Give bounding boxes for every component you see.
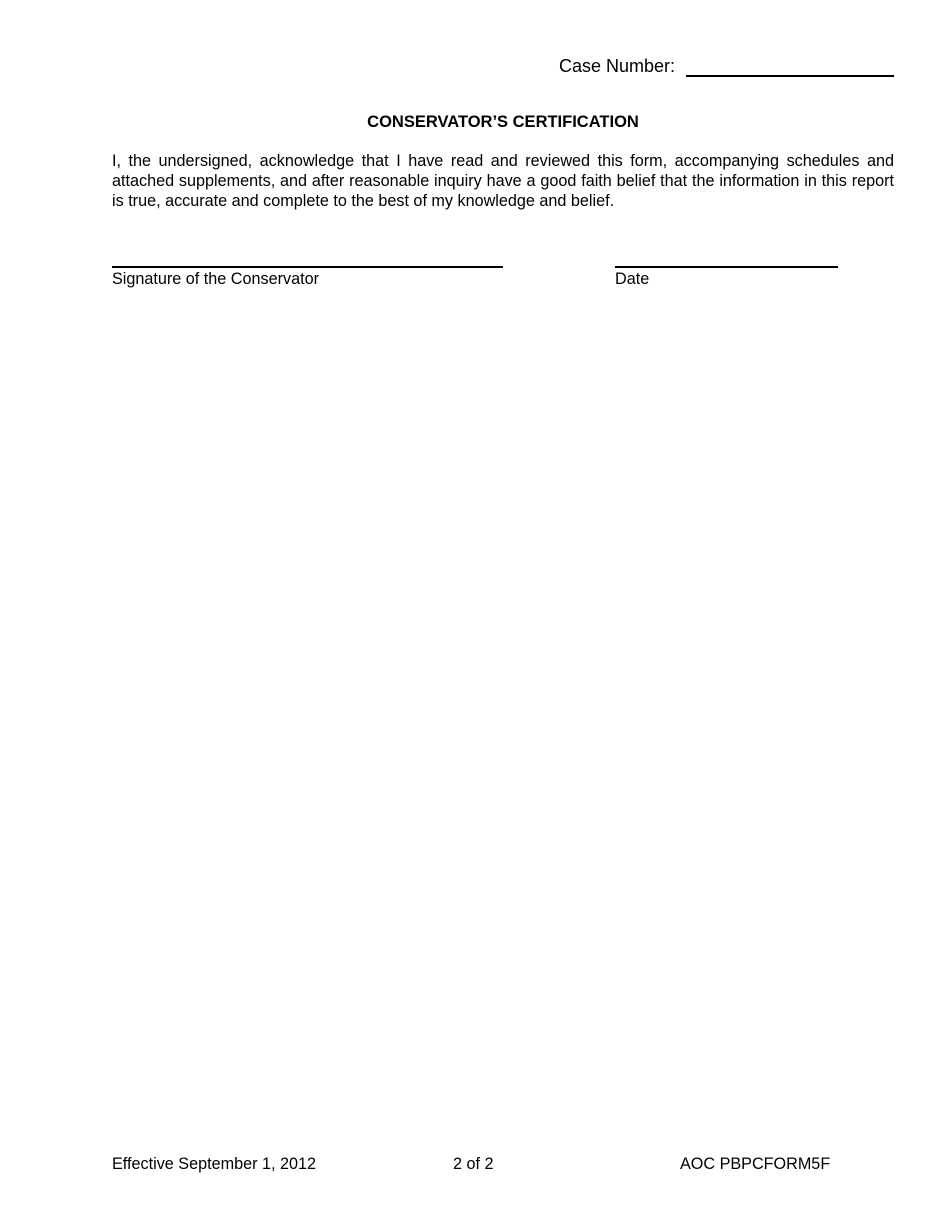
case-number-label: Case Number: bbox=[559, 56, 676, 76]
signature-label: Signature of the Conservator bbox=[112, 270, 319, 288]
footer-effective-date: Effective September 1, 2012 bbox=[112, 1155, 316, 1173]
date-label: Date bbox=[615, 270, 650, 288]
footer-form-id: AOC PBPCFORM5F bbox=[680, 1155, 831, 1173]
signature-field[interactable] bbox=[112, 266, 503, 268]
page-title: CONSERVATOR’S CERTIFICATION bbox=[367, 113, 639, 131]
case-number-field[interactable] bbox=[686, 75, 894, 77]
certification-statement: I, the undersigned, acknowledge that I have read and reviewed this form, accompanying schedules and attached supplements, and after reasonable inquiry have a good faith belief that the information in this report is true, accurate and complete to the best of my knowledge and belief. bbox=[112, 152, 894, 210]
date-field[interactable] bbox=[615, 266, 838, 268]
footer-page-number: 2 of 2 bbox=[453, 1155, 494, 1173]
